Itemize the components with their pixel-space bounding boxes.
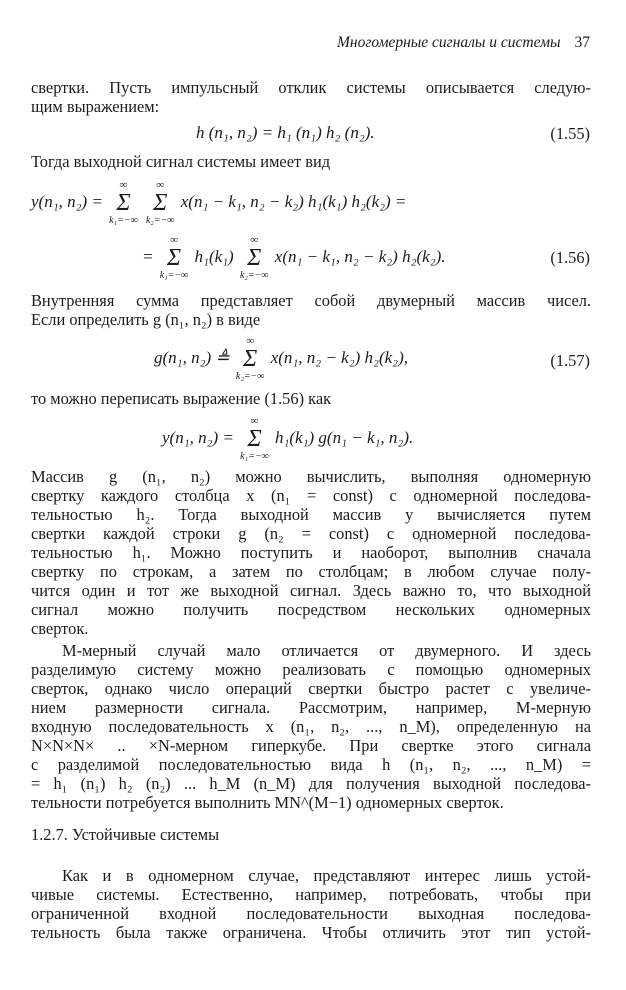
equation-1-55: h (n₁, n₂) = h₁ (n₁) h₂ (n₂). (196, 123, 375, 142)
sum-symbol: ∞ Σ k₂=−∞ (145, 179, 175, 226)
text-line: с разделимой последовательностью вида h (n₁, n₂, ..., n_M) = (31, 755, 591, 774)
running-title: Многомерные сигналы и системы (337, 34, 561, 51)
equation-number: (1.55) (550, 124, 590, 143)
sum-symbol: ∞ Σ k₁=−∞ (159, 234, 189, 281)
page-number: 37 (574, 34, 590, 51)
text-line: тельность была также ограничена. Чтобы отличить этот тип устой- (31, 923, 591, 942)
equation-body: x(n₁ − k₁, n₂ − k₂) h₁(k₁) h₂(k₂) = (180, 191, 407, 211)
equation-number: (1.56) (550, 248, 590, 267)
text-line: нием размерности сигнала. Рассмотрим, например, M-мерную (31, 698, 591, 717)
equation-body: x(n₁, n₂ − k₂) h₂(k₂), (270, 347, 408, 367)
equation-term: h₁(k₁) (194, 246, 234, 266)
text-line: тельности потребуется выполнить MN^(M−1) одномерных сверток. (31, 793, 504, 812)
text-line: свертки каждой строки g (n₂ = const) с одномерной последова- (31, 524, 591, 543)
text-line: щим выражением: (31, 97, 160, 116)
equation-lhs: g(n₁, n₂) ≜ (154, 347, 230, 367)
text-line: чится один и тот же выходной сигнал. Здесь важно то, что выходной (31, 581, 591, 600)
text-line: входную последовательность x (n₁, n₂, ..., n_M), определенную на (31, 717, 591, 736)
text-line: Тогда выходной сигнал системы имеет вид (31, 152, 331, 171)
section-heading: 1.2.7. Устойчивые системы (31, 825, 220, 844)
sum-symbol: ∞ Σ k₁=−∞ (109, 179, 138, 226)
sum-symbol: ∞ Σ k₂=−∞ (239, 234, 269, 281)
sum-symbol: ∞ Σ k₂=−∞ (235, 335, 265, 382)
text-line: свертку по строкам, а затем по столбцам; в любом случае полу- (31, 562, 591, 581)
text-line: Если определить g (n₁, n₂) в виде (31, 310, 261, 329)
equation-number: (1.57) (550, 351, 590, 370)
text-line: ограниченной входной последовательности выходная последова- (31, 904, 591, 923)
text-line: тельностью h₂. Тогда выходной массив y вычисляется путем (31, 505, 591, 524)
text-line: сверток. (31, 619, 89, 638)
text-line: разделимую систему можно реализовать с помощью одномерных (31, 660, 591, 679)
text-line: Как и в одномерном случае, представляют интерес лишь устой- (62, 866, 591, 885)
text-line: свертки. Пусть импульсный отклик системы описывается следую- (31, 78, 591, 97)
equation-1-56-line1 (31, 180, 406, 226)
equation-lhs: y(n₁, n₂) = (162, 427, 234, 447)
text-line: N×N×N× .. ×N-мерном гиперкубе. При свертке этого сигнала (31, 736, 591, 755)
sum-symbol: ∞ Σ k₁=−∞ (240, 415, 269, 462)
text-line: сигнал можно получить посредством нескольких одномерных (31, 600, 591, 619)
equation-unnumbered (162, 416, 413, 462)
text-line: M-мерный случай мало отличается от двумерного. И здесь (62, 641, 591, 660)
equation-lhs: y(n₁, n₂) = (31, 191, 103, 211)
text-line: сверток, однако число операций свертки быстро растет с увеличе- (31, 679, 591, 698)
equation-lhs: = (142, 246, 154, 266)
equation-1-56-line2 (142, 235, 446, 281)
text-line: чивые системы. Естественно, например, потребовать, чтобы при (31, 885, 591, 904)
text-line: то можно переписать выражение (1.56) как (31, 389, 332, 408)
running-header (0, 34, 590, 54)
text-line: = h₁ (n₁) h₂ (n₂) ... h_M (n_M) для получения выходной последова- (31, 774, 591, 793)
equation-1-57 (154, 336, 408, 382)
text-line: свертку каждого столбца x (n₁ = const) с одномерной последова- (31, 486, 591, 505)
text-line: Внутренняя сумма представляет собой двумерный массив чисел. (31, 291, 591, 310)
equation-body: h₁(k₁) g(n₁ − k₁, n₂). (274, 427, 414, 447)
text-line: тельностью h₁. Можно поступить и наоборот, выполнив сначала (31, 543, 591, 562)
text-line: Массив g (n₁, n₂) можно вычислить, выполняя одномерную (31, 467, 591, 486)
equation-body: x(n₁ − k₁, n₂ − k₂) h₂(k₂). (274, 246, 446, 266)
